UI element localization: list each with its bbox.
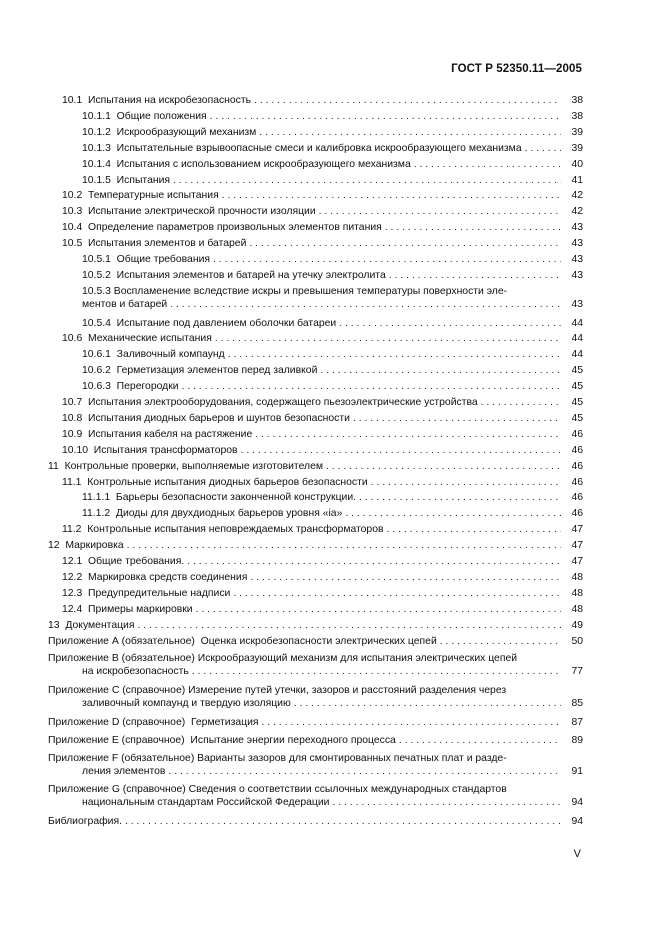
toc-title: Сведения о соответствии ссылочных международных стандартов xyxy=(188,784,507,796)
toc-entry[interactable] xyxy=(0,603,661,616)
toc-title: Барьеры безопасности законченной конструкции. xyxy=(115,492,357,504)
leader-dots xyxy=(193,603,561,616)
leader-dots xyxy=(350,412,561,425)
leader-dots xyxy=(251,94,561,107)
toc-entry-line xyxy=(0,783,661,796)
leader-dots xyxy=(246,237,561,250)
toc-number: Приложение А (обязательное) xyxy=(48,635,195,647)
toc-entry[interactable] xyxy=(0,571,661,584)
toc-page-number: 46 xyxy=(571,492,583,504)
toc-number: 10.8 xyxy=(62,412,83,424)
toc-title: Диоды для двухдиодных барьеров уровня «ia» xyxy=(115,508,343,520)
toc-title-continued: ментов и батарей xyxy=(82,298,168,310)
toc-page-number: 91 xyxy=(571,765,583,777)
toc-number: 10.9 xyxy=(62,428,83,440)
toc-title: Испытания элементов и батарей xyxy=(88,238,247,250)
toc-title: Библиография. xyxy=(48,816,122,827)
toc-page-number: 42 xyxy=(571,206,583,218)
toc-entry-line xyxy=(0,652,661,665)
toc-entry[interactable] xyxy=(0,507,661,520)
leader-dots xyxy=(170,174,561,187)
toc-entry[interactable] xyxy=(0,491,661,504)
leader-dots xyxy=(247,571,561,584)
toc-entry-line xyxy=(0,285,661,298)
toc-number: 10.5 xyxy=(62,238,83,250)
toc-entry[interactable] xyxy=(0,635,661,648)
leader-dots xyxy=(316,205,561,218)
toc-number: 10.1.2 xyxy=(82,126,111,138)
toc-title: Варианты зазоров для смонтированных печатных плат и разде- xyxy=(197,752,507,764)
toc-entry[interactable] xyxy=(0,298,661,311)
toc-entry[interactable] xyxy=(0,815,661,828)
toc-entry[interactable] xyxy=(0,555,661,568)
toc-entry[interactable] xyxy=(0,587,661,600)
toc-entry[interactable] xyxy=(0,189,661,202)
toc-page-number: 46 xyxy=(571,428,583,440)
leader-dots xyxy=(134,619,561,632)
toc-number: 10.10 xyxy=(62,444,89,456)
toc-number: 12 xyxy=(48,540,60,552)
toc-page-number: 46 xyxy=(571,444,583,456)
toc-number: 13 xyxy=(48,619,60,631)
toc-entry[interactable] xyxy=(0,142,661,155)
toc-page-number: 48 xyxy=(571,603,583,615)
toc-entry[interactable] xyxy=(0,476,661,489)
toc-title: Испытания диодных барьеров и шунтов безопасности xyxy=(88,412,350,424)
toc-title: Заливочный компаунд xyxy=(116,349,225,361)
toc-number: 10.5.2 xyxy=(82,269,111,281)
toc-entry[interactable] xyxy=(0,110,661,123)
toc-title: Испытания на искробезопасность xyxy=(88,95,252,106)
toc-number: 11.1.2 xyxy=(82,508,111,520)
leader-dots xyxy=(210,253,561,266)
toc-title: Испытания с использованием искрообразующего механизма xyxy=(116,158,411,170)
toc-entry[interactable] xyxy=(0,539,661,552)
toc-page-number: 39 xyxy=(571,126,583,138)
toc-entry[interactable] xyxy=(0,412,661,425)
leader-dots xyxy=(252,428,561,441)
toc-page-number: 39 xyxy=(571,142,583,154)
toc-number: 10.7 xyxy=(62,397,83,408)
leader-dots xyxy=(238,444,561,457)
leader-dots xyxy=(291,697,561,710)
toc-entry[interactable] xyxy=(0,253,661,266)
toc-page-number: 89 xyxy=(571,734,583,746)
toc-title: Общие требования xyxy=(116,254,211,265)
toc-number: 10.6 xyxy=(62,333,83,345)
leader-dots xyxy=(256,126,561,139)
toc-title: Испытания трансформаторов xyxy=(93,444,238,456)
toc-number: 11.1.1 xyxy=(82,492,111,504)
toc-title: Контрольные испытания неповреждаемых трансформаторов xyxy=(87,524,384,536)
toc-page-number: 45 xyxy=(571,397,583,408)
toc-page-number: 42 xyxy=(571,190,583,202)
leader-dots xyxy=(219,189,561,202)
toc-number: 11 xyxy=(48,460,59,472)
toc-title: Испытание под давлением оболочки батареи xyxy=(116,317,337,329)
toc-title: Перегородки xyxy=(116,381,179,393)
toc-entry[interactable] xyxy=(0,174,661,187)
toc-title: Искрообразующий механизм для испытания электрических цепей xyxy=(197,653,518,665)
toc-title-continued: ления элементов xyxy=(82,765,166,777)
leader-dots xyxy=(384,523,561,536)
toc-page-number: 46 xyxy=(571,460,583,472)
toc-title: Измерение путей утечки, зазоров и расстояний разделения через xyxy=(188,685,507,697)
leader-dots xyxy=(522,142,561,155)
toc-page-number: 47 xyxy=(571,556,583,567)
toc-entry[interactable] xyxy=(0,94,661,107)
toc-number: 10.4 xyxy=(62,222,83,234)
leader-dots xyxy=(437,635,561,648)
toc-entry[interactable] xyxy=(0,332,661,345)
toc-number: 11.1 xyxy=(62,476,82,488)
toc-title: Воспламенение вследствие искры и превышения температуры поверхности эле- xyxy=(113,285,508,297)
toc-page-number: 40 xyxy=(571,158,583,170)
toc-page-number: 41 xyxy=(571,174,583,186)
toc-title: Механические испытания xyxy=(88,333,212,345)
toc-page-number: 85 xyxy=(571,698,583,710)
leader-dots xyxy=(342,507,561,520)
toc-title: Испытание энергии переходного процесса xyxy=(190,734,396,746)
toc-number: 12.1 xyxy=(62,556,83,567)
toc-number: 11.2 xyxy=(62,524,82,536)
toc-title: Испытания элементов и батарей на утечку электролита xyxy=(116,269,386,281)
toc-number: 10.1.3 xyxy=(82,142,111,154)
leader-dots xyxy=(478,396,561,409)
toc-number: Приложение Е (справочное) xyxy=(48,734,185,746)
toc-page-number: 46 xyxy=(571,476,583,488)
toc-page-number: 45 xyxy=(571,412,583,424)
page-number: V xyxy=(573,848,581,860)
toc-page-number: 38 xyxy=(571,95,583,106)
toc-entry[interactable] xyxy=(0,205,661,218)
toc-title: Маркировка средств соединения xyxy=(88,571,248,583)
toc-title: Герметизация элементов перед заливкой xyxy=(116,365,318,377)
toc-number: 10.1.1 xyxy=(82,110,111,122)
document-header: ГОСТ Р 52350.11—2005 xyxy=(451,63,582,75)
toc-number: 10.3 xyxy=(62,206,83,218)
leader-dots xyxy=(382,221,561,234)
toc-number: 12.3 xyxy=(62,587,83,599)
toc-page-number: 43 xyxy=(571,298,583,310)
toc-page-number: 44 xyxy=(571,333,583,345)
toc-title: Общие положения xyxy=(116,110,207,122)
toc-entry[interactable] xyxy=(0,364,661,377)
toc-entry[interactable] xyxy=(0,428,661,441)
toc-number: Приложение F (обязательное) xyxy=(48,752,195,764)
toc-page-number: 43 xyxy=(571,269,583,281)
toc-page-number: 43 xyxy=(571,254,583,265)
toc-title: Контрольные проверки, выполняемые изготовителем xyxy=(64,460,323,472)
toc-page-number: 47 xyxy=(571,540,583,552)
toc-page-number: 44 xyxy=(571,349,583,361)
leader-dots xyxy=(184,555,561,568)
leader-dots xyxy=(411,158,561,171)
toc-title-continued: заливочный компаунд и твердую изоляцию xyxy=(82,698,291,710)
toc-page-number: 87 xyxy=(571,716,583,728)
leader-dots xyxy=(259,716,561,729)
leader-dots xyxy=(329,796,561,809)
toc-number: 10.6.1 xyxy=(82,349,111,361)
leader-dots xyxy=(179,380,561,393)
toc-entry[interactable] xyxy=(0,221,661,234)
toc-page-number: 43 xyxy=(571,222,583,234)
toc-entry[interactable] xyxy=(0,126,661,139)
toc-entry-line xyxy=(0,684,661,697)
leader-dots xyxy=(122,815,561,828)
toc-entry[interactable] xyxy=(0,158,661,171)
toc-entry[interactable] xyxy=(0,460,661,473)
toc-title: Испытательные взрывоопасные смеси и калибровка искрообразующего механизма xyxy=(116,142,522,154)
toc-entry[interactable] xyxy=(0,697,661,710)
toc-page-number: 47 xyxy=(571,524,583,536)
toc-number: 10.5.3 xyxy=(82,285,111,297)
toc-page-number: 43 xyxy=(571,238,583,250)
toc-title: Испытания кабеля на растяжение xyxy=(88,428,253,440)
toc-page-number: 46 xyxy=(571,508,583,520)
toc-title: Примеры маркировки xyxy=(88,603,193,615)
toc-page-number: 77 xyxy=(571,666,583,678)
toc-number: 10.1 xyxy=(62,95,83,106)
toc-number: Приложение С (справочное) xyxy=(48,685,186,697)
toc-entry[interactable] xyxy=(0,734,661,747)
toc-entry[interactable] xyxy=(0,269,661,282)
leader-dots xyxy=(368,476,561,489)
toc-title-continued: на искробезопасность xyxy=(82,666,189,678)
toc-number: 10.6.2 xyxy=(82,365,111,377)
toc-number: Приложение D (справочное) xyxy=(48,716,186,728)
toc-page-number: 50 xyxy=(571,635,583,647)
toc-title: Предупредительные надписи xyxy=(88,587,231,599)
leader-dots xyxy=(323,460,561,473)
toc-entry[interactable] xyxy=(0,796,661,809)
toc-number: 10.5.1 xyxy=(82,254,111,265)
toc-title: Определение параметров произвольных элементов питания xyxy=(88,222,382,234)
toc-title: Испытания электрооборудования, содержащего пьезоэлектрические устройства xyxy=(88,397,478,408)
toc-title-continued: национальным стандартам Российской Федерации xyxy=(82,797,330,809)
toc-entry[interactable] xyxy=(0,396,661,409)
leader-dots xyxy=(317,364,561,377)
toc-title: Испытания xyxy=(116,174,171,186)
toc-entry[interactable] xyxy=(0,348,661,361)
toc-title: Оценка искробезопасности электрических цепей xyxy=(200,635,437,647)
toc-entry[interactable] xyxy=(0,665,661,678)
toc-entry[interactable] xyxy=(0,765,661,778)
toc-number: 12.4 xyxy=(62,603,83,615)
leader-dots xyxy=(165,765,561,778)
toc-page-number: 48 xyxy=(571,587,583,599)
toc-entry[interactable] xyxy=(0,380,661,393)
toc-title: Документация xyxy=(65,619,135,631)
toc-page-number: 94 xyxy=(571,797,583,809)
toc-title: Искрообразующий механизм xyxy=(116,126,257,138)
leader-dots xyxy=(225,348,561,361)
toc-page-number: 45 xyxy=(571,365,583,377)
toc-number: 10.1.5 xyxy=(82,174,111,186)
toc-title: Испытание электрической прочности изоляции xyxy=(88,206,316,218)
leader-dots xyxy=(212,332,561,345)
toc-page-number: 44 xyxy=(571,317,583,329)
toc-number: 12.2 xyxy=(62,571,83,583)
leader-dots xyxy=(386,269,561,282)
leader-dots xyxy=(124,539,561,552)
toc-number: Приложение В (обязательное) xyxy=(48,653,195,665)
toc-entry[interactable] xyxy=(0,523,661,536)
toc-number: 10.2 xyxy=(62,190,83,202)
toc-number: 10.1.4 xyxy=(82,158,111,170)
toc-number: 10.5.4 xyxy=(82,317,111,329)
toc-title: Маркировка xyxy=(65,540,124,552)
toc-number: Приложение G (справочное) xyxy=(48,784,186,796)
toc-title: Герметизация xyxy=(190,716,259,728)
toc-title: Температурные испытания xyxy=(88,190,219,202)
toc-title: Общие требования. xyxy=(88,556,185,567)
toc-entry-line xyxy=(0,752,661,765)
toc-entry[interactable] xyxy=(0,716,661,729)
toc-entry[interactable] xyxy=(0,444,661,457)
toc-entry[interactable] xyxy=(0,317,661,330)
toc-page-number: 48 xyxy=(571,571,583,583)
leader-dots xyxy=(356,491,561,504)
leader-dots xyxy=(230,587,561,600)
toc-page-number: 94 xyxy=(571,816,583,827)
leader-dots xyxy=(167,298,561,311)
toc-entry[interactable] xyxy=(0,619,661,632)
toc-title: Контрольные испытания диодных барьеров безопасности xyxy=(87,476,368,488)
leader-dots xyxy=(189,665,561,678)
toc-number: 10.6.3 xyxy=(82,381,111,393)
leader-dots xyxy=(207,110,561,123)
toc-page-number: 38 xyxy=(571,110,583,122)
leader-dots xyxy=(396,734,561,747)
toc-page-number: 45 xyxy=(571,381,583,393)
toc-page-number: 49 xyxy=(571,619,583,631)
leader-dots xyxy=(336,317,561,330)
toc-entry[interactable] xyxy=(0,237,661,250)
